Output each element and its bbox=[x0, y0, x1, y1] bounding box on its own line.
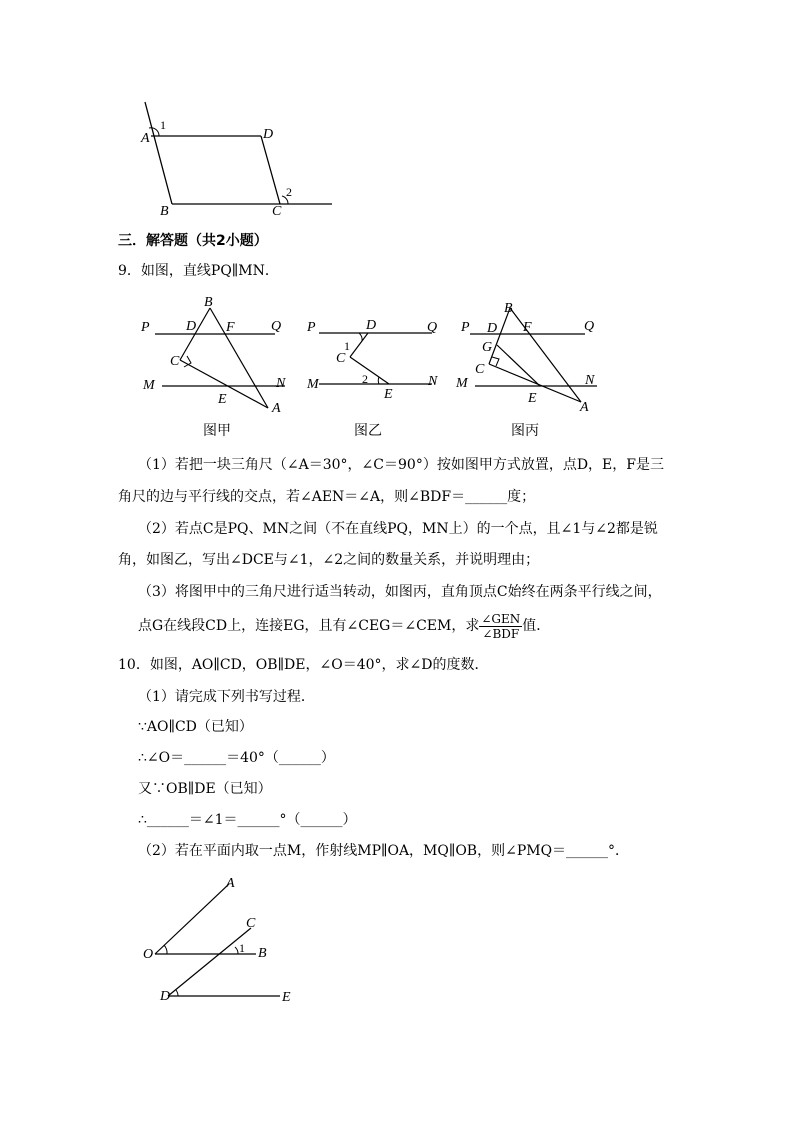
fraction-gen-bdf bbox=[479, 612, 522, 641]
jia-label-B: B bbox=[204, 295, 213, 310]
section-title: 三．解答题（共2小题） bbox=[118, 233, 268, 249]
q9-part3-line2 bbox=[138, 608, 550, 644]
fraction-denominator: ∠BDF bbox=[482, 626, 520, 641]
q9-part2-line1: （2）若点C是PQ、MN之间（不在直线PQ，MN上）的一个点，且∠1与∠2都是锐 bbox=[138, 521, 658, 537]
yi-label-C: C bbox=[336, 351, 346, 366]
yi-label-M: M bbox=[307, 377, 319, 392]
jia-label-N: N bbox=[276, 376, 286, 391]
jia-label-Q: Q bbox=[271, 319, 282, 334]
q9-part3-text-a: 点G在线段CD上，连接EG，且有∠CEG＝∠CEM，求 bbox=[138, 618, 480, 634]
q9-part1-line1: （1）若把一块三角尺（∠A＝30°，∠C＝90°）按如图甲方式放置，点D，E，F是三 bbox=[138, 457, 664, 473]
label-angle-1: 1 bbox=[160, 118, 166, 132]
q10-part2: （2）若在平面内取一点M，作射线MP∥OA，MQ∥OB，则∠PMQ＝______°． bbox=[138, 843, 630, 859]
bing-label-A: A bbox=[580, 400, 589, 415]
bing-label-F: F bbox=[523, 320, 532, 335]
q10-label-angle-1: 1 bbox=[239, 941, 245, 955]
q10-label-B: B bbox=[258, 946, 267, 961]
jia-label-A: A bbox=[272, 401, 281, 416]
q10-part1: （1）请完成下列书写过程． bbox=[138, 689, 315, 705]
label-B: B bbox=[160, 204, 169, 219]
jia-label-E: E bbox=[218, 392, 227, 407]
bing-label-M: M bbox=[456, 376, 468, 391]
fraction-numerator: ∠GEN bbox=[481, 611, 521, 626]
yi-label-angle-2: 2 bbox=[362, 372, 368, 386]
label-C: C bbox=[272, 204, 282, 219]
caption-yi: 图乙 bbox=[354, 423, 382, 439]
bing-label-N: N bbox=[585, 373, 595, 388]
bing-label-G: G bbox=[482, 340, 493, 355]
bing-label-C: C bbox=[475, 362, 485, 377]
q9-part1-line2: 角尺的边与平行线的交点，若∠AEN＝∠A，则∠BDF＝______度； bbox=[118, 489, 536, 505]
q10-label-C: C bbox=[246, 916, 256, 931]
q10-label-E: E bbox=[282, 990, 291, 1005]
yi-label-Q: Q bbox=[427, 320, 438, 335]
yi-label-P: P bbox=[307, 320, 316, 335]
q9-part2-line2: 角，如图乙，写出∠DCE与∠1，∠2之间的数量关系，并说明理由； bbox=[118, 552, 540, 568]
figure-yi bbox=[305, 300, 445, 400]
q9-part3-line1: （3）将图甲中的三角尺进行适当转动，如图丙，直角顶点C始终在两条平行线之间， bbox=[138, 584, 662, 600]
q10-label-A: A bbox=[226, 876, 235, 891]
q10-step1: ∵AO∥CD（已知） bbox=[138, 719, 253, 735]
jia-label-F: F bbox=[226, 320, 235, 335]
yi-label-angle-1: 1 bbox=[344, 339, 350, 353]
yi-label-D: D bbox=[366, 318, 377, 333]
jia-label-D: D bbox=[186, 319, 197, 334]
label-D: D bbox=[263, 127, 274, 142]
bing-label-E: E bbox=[528, 391, 537, 406]
yi-label-N: N bbox=[428, 374, 438, 389]
q9-stem: 9．如图，直线PQ∥MN． bbox=[118, 263, 279, 279]
q10-label-D: D bbox=[160, 989, 171, 1004]
q10-step4: ∴______＝∠1＝______°（______） bbox=[138, 812, 357, 828]
caption-jia: 图甲 bbox=[203, 423, 231, 439]
jia-label-M: M bbox=[143, 378, 155, 393]
yi-label-E: E bbox=[384, 387, 393, 402]
bing-label-D: D bbox=[487, 321, 498, 336]
label-angle-2: 2 bbox=[286, 185, 292, 199]
q9-part3-text-b: 值． bbox=[522, 618, 551, 634]
q10-stem: 10．如图，AO∥CD，OB∥DE，∠O＝40°，求∠D的度数． bbox=[118, 657, 489, 673]
bing-label-P: P bbox=[461, 320, 470, 335]
jia-label-P: P bbox=[141, 320, 150, 335]
jia-label-C: C bbox=[170, 354, 180, 369]
caption-bing: 图丙 bbox=[511, 423, 539, 439]
figure-jia bbox=[140, 290, 290, 420]
q10-step3: 又∵OB∥DE（已知） bbox=[138, 781, 272, 797]
bing-label-B: B bbox=[504, 301, 513, 316]
q10-label-O: O bbox=[143, 947, 154, 962]
bing-label-Q: Q bbox=[584, 319, 595, 334]
q10-step2: ∴∠O＝______＝40°（______） bbox=[138, 750, 335, 766]
label-A: A bbox=[141, 131, 150, 146]
